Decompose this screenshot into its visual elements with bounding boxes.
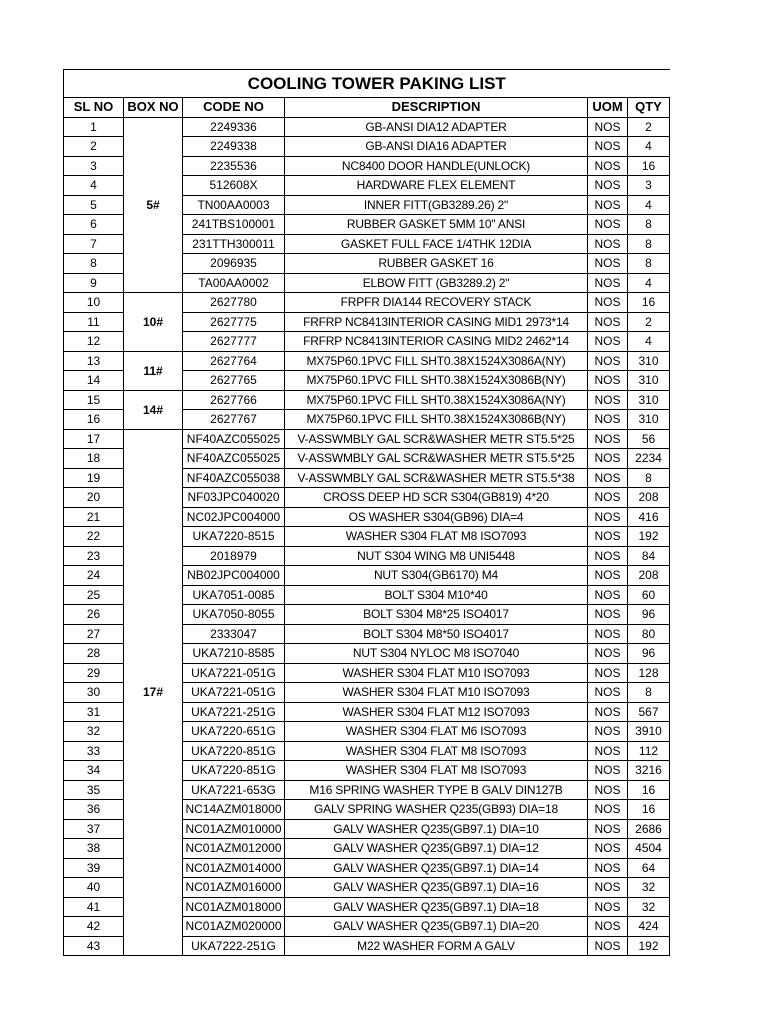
- qty-cell: 8: [628, 254, 670, 274]
- sl-no-cell: 1: [64, 117, 124, 137]
- uom-cell: NOS: [588, 761, 628, 781]
- code-no-cell: NC01AZM018000: [183, 897, 285, 917]
- sl-no-cell: 10: [64, 293, 124, 313]
- qty-cell: 4504: [628, 839, 670, 859]
- description-cell: RUBBER GASKET 16: [285, 254, 588, 274]
- code-no-cell: UKA7210-8585: [183, 644, 285, 664]
- uom-cell: NOS: [588, 839, 628, 859]
- description-cell: NUT S304 NYLOC M8 ISO7040: [285, 644, 588, 664]
- qty-cell: 3216: [628, 761, 670, 781]
- uom-cell: NOS: [588, 371, 628, 391]
- code-no-cell: UKA7220-851G: [183, 761, 285, 781]
- description-cell: GASKET FULL FACE 1/4THK 12DIA: [285, 234, 588, 254]
- sl-no-cell: 43: [64, 936, 124, 956]
- sl-no-cell: 12: [64, 332, 124, 352]
- table-body: [64, 117, 670, 956]
- qty-cell: 192: [628, 527, 670, 547]
- uom-cell: NOS: [588, 605, 628, 625]
- uom-cell: NOS: [588, 137, 628, 157]
- qty-cell: 84: [628, 546, 670, 566]
- sl-no-cell: 28: [64, 644, 124, 664]
- qty-cell: 310: [628, 390, 670, 410]
- sl-no-cell: 37: [64, 819, 124, 839]
- qty-cell: 4: [628, 195, 670, 215]
- code-no-cell: NC01AZM020000: [183, 917, 285, 937]
- header-description: DESCRIPTION: [285, 98, 588, 118]
- sl-no-cell: 41: [64, 897, 124, 917]
- code-no-cell: 2627767: [183, 410, 285, 430]
- sl-no-cell: 34: [64, 761, 124, 781]
- uom-cell: NOS: [588, 800, 628, 820]
- qty-cell: 567: [628, 702, 670, 722]
- qty-cell: 96: [628, 644, 670, 664]
- code-no-cell: UKA7220-651G: [183, 722, 285, 742]
- sl-no-cell: 7: [64, 234, 124, 254]
- description-cell: FRFRP NC8413INTERIOR CASING MID1 2973*14: [285, 312, 588, 332]
- description-cell: WASHER S304 FLAT M8 ISO7093: [285, 761, 588, 781]
- code-no-cell: 2627764: [183, 351, 285, 371]
- qty-cell: 64: [628, 858, 670, 878]
- code-no-cell: NF40AZC055025: [183, 429, 285, 449]
- sl-no-cell: 8: [64, 254, 124, 274]
- code-no-cell: 2627777: [183, 332, 285, 352]
- qty-cell: 4: [628, 332, 670, 352]
- description-cell: BOLT S304 M8*25 ISO4017: [285, 605, 588, 625]
- qty-cell: 310: [628, 351, 670, 371]
- header-code-no: CODE NO: [183, 98, 285, 118]
- description-cell: GALV WASHER Q235(GB97.1) DIA=10: [285, 819, 588, 839]
- description-cell: OS WASHER S304(GB96) DIA=4: [285, 507, 588, 527]
- table-row: [64, 390, 670, 410]
- description-cell: V-ASSWMBLY GAL SCR&WASHER METR ST5.5*38: [285, 468, 588, 488]
- code-no-cell: 2627780: [183, 293, 285, 313]
- uom-cell: NOS: [588, 819, 628, 839]
- uom-cell: NOS: [588, 936, 628, 956]
- uom-cell: NOS: [588, 195, 628, 215]
- title-row: [64, 70, 670, 98]
- code-no-cell: UKA7221-653G: [183, 780, 285, 800]
- sl-no-cell: 36: [64, 800, 124, 820]
- sl-no-cell: 23: [64, 546, 124, 566]
- description-cell: MX75P60.1PVC FILL SHT0.38X1524X3086B(NY): [285, 410, 588, 430]
- code-no-cell: 2627765: [183, 371, 285, 391]
- sl-no-cell: 26: [64, 605, 124, 625]
- uom-cell: NOS: [588, 878, 628, 898]
- uom-cell: NOS: [588, 351, 628, 371]
- sl-no-cell: 11: [64, 312, 124, 332]
- qty-cell: 8: [628, 234, 670, 254]
- uom-cell: NOS: [588, 234, 628, 254]
- qty-cell: 16: [628, 800, 670, 820]
- qty-cell: 310: [628, 371, 670, 391]
- uom-cell: NOS: [588, 527, 628, 547]
- table-row: [64, 429, 670, 449]
- qty-cell: 310: [628, 410, 670, 430]
- code-no-cell: 2235536: [183, 156, 285, 176]
- code-no-cell: NB02JPC004000: [183, 566, 285, 586]
- code-no-cell: 2018979: [183, 546, 285, 566]
- sl-no-cell: 4: [64, 176, 124, 196]
- qty-cell: 416: [628, 507, 670, 527]
- sl-no-cell: 38: [64, 839, 124, 859]
- uom-cell: NOS: [588, 917, 628, 937]
- description-cell: GALV WASHER Q235(GB97.1) DIA=14: [285, 858, 588, 878]
- sl-no-cell: 22: [64, 527, 124, 547]
- box-no-cell: 14#: [124, 390, 183, 429]
- code-no-cell: UKA7222-251G: [183, 936, 285, 956]
- description-cell: WASHER S304 FLAT M12 ISO7093: [285, 702, 588, 722]
- description-cell: GB-ANSI DIA16 ADAPTER: [285, 137, 588, 157]
- sl-no-cell: 16: [64, 410, 124, 430]
- qty-cell: 16: [628, 780, 670, 800]
- code-no-cell: 512608X: [183, 176, 285, 196]
- description-cell: MX75P60.1PVC FILL SHT0.38X1524X3086A(NY): [285, 351, 588, 371]
- qty-cell: 60: [628, 585, 670, 605]
- description-cell: MX75P60.1PVC FILL SHT0.38X1524X3086B(NY): [285, 371, 588, 391]
- uom-cell: NOS: [588, 273, 628, 293]
- sl-no-cell: 40: [64, 878, 124, 898]
- qty-cell: 192: [628, 936, 670, 956]
- description-cell: GALV SPRING WASHER Q235(GB93) DIA=18: [285, 800, 588, 820]
- header-uom: UOM: [588, 98, 628, 118]
- description-cell: WASHER S304 FLAT M8 ISO7093: [285, 527, 588, 547]
- description-cell: NC8400 DOOR HANDLE(UNLOCK): [285, 156, 588, 176]
- code-no-cell: NC01AZM012000: [183, 839, 285, 859]
- code-no-cell: NF03JPC040020: [183, 488, 285, 508]
- description-cell: CROSS DEEP HD SCR S304(GB819) 4*20: [285, 488, 588, 508]
- description-cell: GALV WASHER Q235(GB97.1) DIA=16: [285, 878, 588, 898]
- uom-cell: NOS: [588, 663, 628, 683]
- code-no-cell: 2096935: [183, 254, 285, 274]
- code-no-cell: TA00AA0002: [183, 273, 285, 293]
- code-no-cell: 241TBS100001: [183, 215, 285, 235]
- sl-no-cell: 13: [64, 351, 124, 371]
- description-cell: RUBBER GASKET 5MM 10" ANSI: [285, 215, 588, 235]
- qty-cell: 2234: [628, 449, 670, 469]
- code-no-cell: UKA7050-8055: [183, 605, 285, 625]
- uom-cell: NOS: [588, 897, 628, 917]
- sl-no-cell: 27: [64, 624, 124, 644]
- sl-no-cell: 24: [64, 566, 124, 586]
- qty-cell: 3910: [628, 722, 670, 742]
- packing-list-sheet: [63, 69, 669, 956]
- description-cell: HARDWARE FLEX ELEMENT: [285, 176, 588, 196]
- description-cell: GALV WASHER Q235(GB97.1) DIA=18: [285, 897, 588, 917]
- uom-cell: NOS: [588, 488, 628, 508]
- sl-no-cell: 35: [64, 780, 124, 800]
- code-no-cell: NC01AZM014000: [183, 858, 285, 878]
- sl-no-cell: 25: [64, 585, 124, 605]
- uom-cell: NOS: [588, 332, 628, 352]
- qty-cell: 8: [628, 468, 670, 488]
- qty-cell: 32: [628, 897, 670, 917]
- sl-no-cell: 18: [64, 449, 124, 469]
- sl-no-cell: 3: [64, 156, 124, 176]
- uom-cell: NOS: [588, 780, 628, 800]
- uom-cell: NOS: [588, 156, 628, 176]
- code-no-cell: 2249338: [183, 137, 285, 157]
- code-no-cell: 2627766: [183, 390, 285, 410]
- uom-cell: NOS: [588, 858, 628, 878]
- description-cell: GB-ANSI DIA12 ADAPTER: [285, 117, 588, 137]
- sl-no-cell: 14: [64, 371, 124, 391]
- uom-cell: NOS: [588, 176, 628, 196]
- sl-no-cell: 42: [64, 917, 124, 937]
- description-cell: FRFRP NC8413INTERIOR CASING MID2 2462*14: [285, 332, 588, 352]
- qty-cell: 424: [628, 917, 670, 937]
- qty-cell: 112: [628, 741, 670, 761]
- sl-no-cell: 29: [64, 663, 124, 683]
- description-cell: NUT S304 WING M8 UNI5448: [285, 546, 588, 566]
- sl-no-cell: 5: [64, 195, 124, 215]
- sl-no-cell: 2: [64, 137, 124, 157]
- uom-cell: NOS: [588, 546, 628, 566]
- sl-no-cell: 9: [64, 273, 124, 293]
- sl-no-cell: 21: [64, 507, 124, 527]
- uom-cell: NOS: [588, 254, 628, 274]
- qty-cell: 16: [628, 293, 670, 313]
- header-row: [64, 98, 670, 118]
- table-title: COOLING TOWER PAKING LIST: [247, 73, 506, 93]
- table-row: [64, 293, 670, 313]
- uom-cell: NOS: [588, 312, 628, 332]
- uom-cell: NOS: [588, 507, 628, 527]
- code-no-cell: NC02JPC004000: [183, 507, 285, 527]
- sl-no-cell: 19: [64, 468, 124, 488]
- uom-cell: NOS: [588, 390, 628, 410]
- qty-cell: 80: [628, 624, 670, 644]
- uom-cell: NOS: [588, 293, 628, 313]
- uom-cell: NOS: [588, 449, 628, 469]
- qty-cell: 4: [628, 273, 670, 293]
- uom-cell: NOS: [588, 215, 628, 235]
- sl-no-cell: 31: [64, 702, 124, 722]
- description-cell: GALV WASHER Q235(GB97.1) DIA=12: [285, 839, 588, 859]
- uom-cell: NOS: [588, 585, 628, 605]
- description-cell: WASHER S304 FLAT M6 ISO7093: [285, 722, 588, 742]
- qty-cell: 4: [628, 137, 670, 157]
- sl-no-cell: 6: [64, 215, 124, 235]
- code-no-cell: 2627775: [183, 312, 285, 332]
- table-row: [64, 117, 670, 137]
- description-cell: ELBOW FITT (GB3289.2) 2": [285, 273, 588, 293]
- description-cell: GALV WASHER Q235(GB97.1) DIA=20: [285, 917, 588, 937]
- uom-cell: NOS: [588, 468, 628, 488]
- header-qty: QTY: [628, 98, 670, 118]
- uom-cell: NOS: [588, 624, 628, 644]
- description-cell: M16 SPRING WASHER TYPE B GALV DIN127B: [285, 780, 588, 800]
- box-no-cell: 5#: [124, 117, 183, 293]
- description-cell: MX75P60.1PVC FILL SHT0.38X1524X3086A(NY): [285, 390, 588, 410]
- code-no-cell: NC01AZM010000: [183, 819, 285, 839]
- sl-no-cell: 15: [64, 390, 124, 410]
- code-no-cell: NF40AZC055025: [183, 449, 285, 469]
- qty-cell: 2: [628, 312, 670, 332]
- description-cell: WASHER S304 FLAT M10 ISO7093: [285, 663, 588, 683]
- code-no-cell: NC14AZM018000: [183, 800, 285, 820]
- uom-cell: NOS: [588, 117, 628, 137]
- code-no-cell: 231TTH300011: [183, 234, 285, 254]
- code-no-cell: NC01AZM016000: [183, 878, 285, 898]
- table-row: [64, 351, 670, 371]
- description-cell: INNER FITT(GB3289.26) 2": [285, 195, 588, 215]
- sl-no-cell: 39: [64, 858, 124, 878]
- description-cell: WASHER S304 FLAT M8 ISO7093: [285, 741, 588, 761]
- qty-cell: 208: [628, 566, 670, 586]
- code-no-cell: UKA7220-851G: [183, 741, 285, 761]
- code-no-cell: UKA7051-0085: [183, 585, 285, 605]
- qty-cell: 56: [628, 429, 670, 449]
- table-title-cell: [64, 70, 670, 98]
- code-no-cell: 2333047: [183, 624, 285, 644]
- uom-cell: NOS: [588, 702, 628, 722]
- code-no-cell: NF40AZC055038: [183, 468, 285, 488]
- code-no-cell: UKA7221-051G: [183, 683, 285, 703]
- code-no-cell: UKA7221-251G: [183, 702, 285, 722]
- qty-cell: 8: [628, 215, 670, 235]
- sl-no-cell: 20: [64, 488, 124, 508]
- header-sl-no: SL NO: [64, 98, 124, 118]
- description-cell: BOLT S304 M8*50 ISO4017: [285, 624, 588, 644]
- description-cell: V-ASSWMBLY GAL SCR&WASHER METR ST5.5*25: [285, 429, 588, 449]
- sl-no-cell: 33: [64, 741, 124, 761]
- qty-cell: 3: [628, 176, 670, 196]
- box-no-cell: 10#: [124, 293, 183, 352]
- code-no-cell: UKA7220-8515: [183, 527, 285, 547]
- qty-cell: 16: [628, 156, 670, 176]
- packing-list-table: [63, 69, 670, 956]
- description-cell: WASHER S304 FLAT M10 ISO7093: [285, 683, 588, 703]
- code-no-cell: UKA7221-051G: [183, 663, 285, 683]
- description-cell: FRPFR DIA144 RECOVERY STACK: [285, 293, 588, 313]
- header-box-no: BOX NO: [124, 98, 183, 118]
- qty-cell: 2: [628, 117, 670, 137]
- description-cell: BOLT S304 M10*40: [285, 585, 588, 605]
- sl-no-cell: 17: [64, 429, 124, 449]
- uom-cell: NOS: [588, 429, 628, 449]
- uom-cell: NOS: [588, 741, 628, 761]
- qty-cell: 2686: [628, 819, 670, 839]
- uom-cell: NOS: [588, 722, 628, 742]
- uom-cell: NOS: [588, 410, 628, 430]
- description-cell: V-ASSWMBLY GAL SCR&WASHER METR ST5.5*25: [285, 449, 588, 469]
- code-no-cell: 2249336: [183, 117, 285, 137]
- qty-cell: 32: [628, 878, 670, 898]
- sl-no-cell: 32: [64, 722, 124, 742]
- qty-cell: 96: [628, 605, 670, 625]
- code-no-cell: TN00AA0003: [183, 195, 285, 215]
- box-no-cell: 17#: [124, 429, 183, 956]
- sl-no-cell: 30: [64, 683, 124, 703]
- qty-cell: 208: [628, 488, 670, 508]
- qty-cell: 8: [628, 683, 670, 703]
- box-no-cell: 11#: [124, 351, 183, 390]
- uom-cell: NOS: [588, 566, 628, 586]
- description-cell: NUT S304(GB6170) M4: [285, 566, 588, 586]
- uom-cell: NOS: [588, 683, 628, 703]
- uom-cell: NOS: [588, 644, 628, 664]
- qty-cell: 128: [628, 663, 670, 683]
- description-cell: M22 WASHER FORM A GALV: [285, 936, 588, 956]
